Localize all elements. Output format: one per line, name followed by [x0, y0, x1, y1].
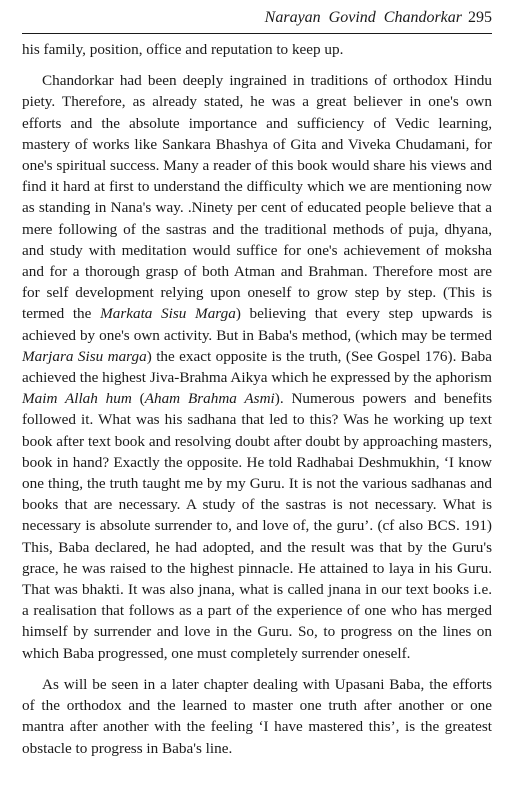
italic-aphorism-aham-brahma-asmi: Aham Brahma Asmi: [144, 390, 275, 408]
italic-term-marjara-sisu-marga: Marjara Sisu marga: [22, 347, 147, 365]
italic-aphorism-maim-allah-hum: Maim Allah hum: [22, 390, 132, 408]
paragraph-continuation: his family, position, office and reputation to keep up.: [22, 41, 344, 58]
paragraph-chandorkar-piety: [22, 70, 492, 664]
paragraph-text: ) believing that every step upwards is achieved by one's own activity. But in Baba's method, (which may be termed: [22, 305, 492, 344]
paragraph-text: Chandorkar had been deeply ingrained in traditions of orthodox Hindu piety. Therefore, as already stated, he was a great believer in one's own efforts and the absolute importance and sufficiency of Vedic learning, mastery of works like Sankara Bhashya of Gita and Viveka Chudamani, for one's spiritual success. Many a reader of this book would share his views and find it hard at first to understand the difficulty which we are mentioning now as standing in Nana's way. .Ninety per cent of educated people believe that a mere following of the sastras and the traditional methods of puja, dhyana, and study with meditation would suffice for one's achievement of moksha and for a thorough grasp of both Atman and Brahman. Therefore most are for self development relying upon oneself to grow step by step. (This is termed the: [22, 72, 492, 323]
running-header: [22, 8, 492, 28]
page-number: 295: [468, 9, 492, 26]
paragraph-text: ). Numerous powers and benefits followed it. What was his sadhana that led to this? Was he working up text book after text book and resolving doubt after doubt by approaching masters, book in hand? Exactly the opposite. He told Radhabai Deshmukhin, ‘I know one thing, the truth taught me by my Guru. It is not the various sadhanas and books that are necessary. A study of the sastras is not necessary. What is necessary is absolute surrender to, and love of, the guru’. (cf also BCS. 191) This, Baba declared, he had adopted, and the result was that by the Guru's grace, he was raised to the highest pinnacle. He attained to laya in his Guru. That was bhakti. It was also jnana, what is called jnana in our text books i.e. a realisation that follows as a part of the experience of one who has merged himself by surrender and love in the Guru. So, to progress on the lines on which Baba progressed, one must completely surrender oneself.: [22, 390, 492, 662]
paragraph-text: (: [131, 390, 145, 408]
paragraph-upasani-baba: As will be seen in a later chapter dealing with Upasani Baba, the efforts of the orthodox and the learned to master one truth after another or one mantra after another with the feeling ‘I have mastered this’, is the greatest obstacle to progress in Baba's line.: [22, 675, 492, 757]
page-body: [22, 39, 492, 759]
italic-term-markata-sisu-marga: Markata Sisu Marga: [100, 305, 236, 323]
paragraph-text: ) the exact opposite is the truth, (See Gospel 176). Baba achieved the highest Jiva-Brahma Aikya which he expressed by the aphorism: [22, 347, 492, 387]
header-rule: [22, 33, 492, 34]
running-title: Narayan Govind Chandorkar: [264, 9, 462, 26]
